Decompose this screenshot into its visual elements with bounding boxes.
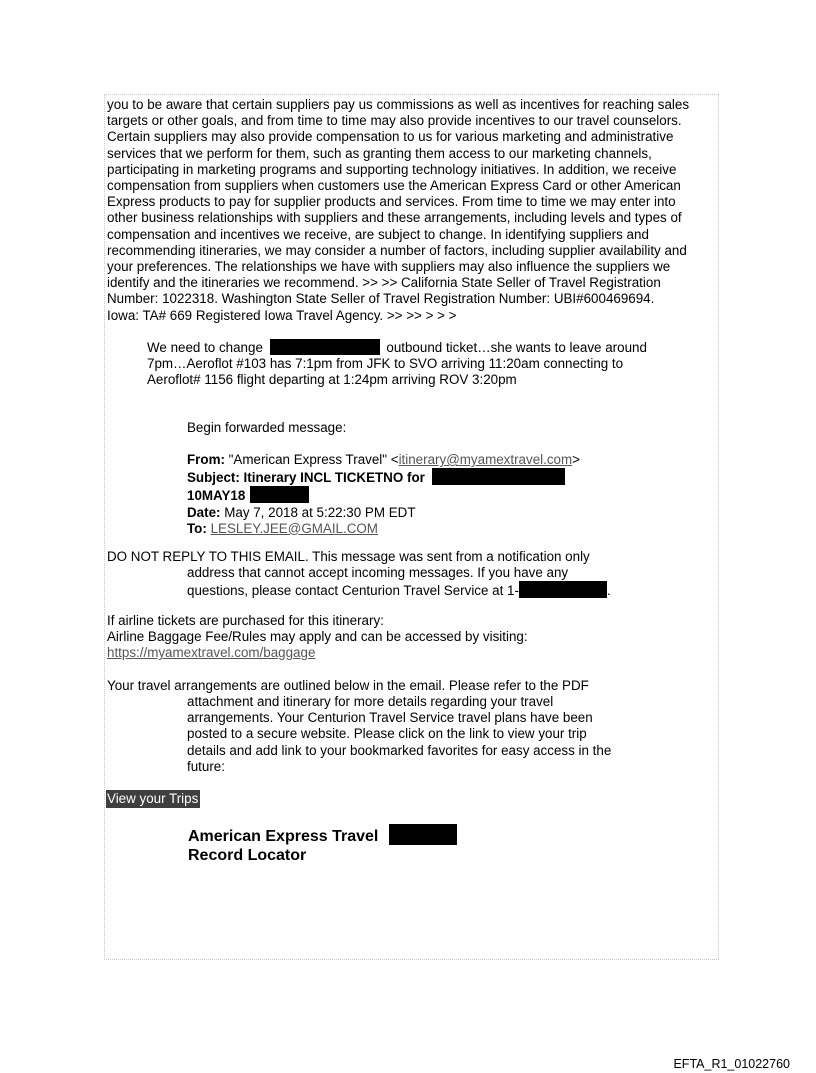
change-request-line (147, 339, 647, 356)
disclosure-line: your preferences. The relationships we have with suppliers may also influence the suppliers we (107, 259, 671, 275)
change-request (147, 339, 647, 389)
record-locator (188, 824, 457, 865)
forward-intro: Begin forwarded message: (187, 420, 347, 435)
notice-line-3-before: questions, please contact Centurion Travel Service at 1- (187, 583, 519, 599)
from-label: From: (187, 452, 225, 467)
disclosure-line: Express products to pay for supplier products and services. From time to time we may enter into (107, 194, 676, 210)
to-line (187, 521, 580, 537)
disclosure-line: recommending itineraries, we may consider a number of factors, including supplier availability and (107, 242, 687, 258)
change-request-after: outbound ticket…she wants to leave around (386, 340, 647, 355)
disclosure-line: you to be aware that certain suppliers pay us commissions as well as incentives for reaching sales (107, 97, 690, 112)
notice-line-3 (187, 581, 611, 599)
disclosure-line: targets or other goals, and from time to time may also provide incentives to our travel counselors. (107, 113, 682, 129)
disclosure-line: compensation and incentives we receive, are subject to change. In identifying suppliers and (107, 226, 649, 242)
date-line (187, 505, 580, 521)
subject-label: Subject: Itinerary INCL TICKETNO for (187, 470, 425, 486)
disclosure-line: identify and the itineraries we recommend. >> >> California State Seller of Travel Registration (107, 275, 661, 291)
change-request-before: We need to change (147, 340, 263, 355)
disclosure-line: Iowa: TA# 669 Registered Iowa Travel Agency. >> >> > > > (107, 307, 457, 323)
document-id: EFTA_R1_01022760 (673, 1057, 790, 1071)
redaction-box (432, 468, 565, 485)
arrangements-line: attachment and itinerary for more details regarding your travel (187, 694, 554, 709)
disclosure-line: other business relationships with suppliers and these arrangements, including levels and types of (107, 210, 682, 226)
notice-line-3-after: . (606, 583, 611, 599)
baggage-line: Airline Baggage Fee/Rules may apply and can be accessed by visiting: (107, 629, 528, 645)
from-name: "American Express Travel" < (228, 452, 399, 467)
arrangements-line: details and add link to your bookmarked favorites for easy access in the (187, 742, 612, 758)
disclosure-line: participating in marketing programs and supporting technology initiatives. In addition, we receive (107, 161, 677, 177)
from-line (187, 452, 580, 468)
arrangements-line: posted to a secure website. Please click on the link to view your trip (187, 726, 587, 742)
disclosure-line: Certain suppliers may also provide compensation to us for various marketing and administrative (107, 129, 674, 145)
record-line-1 (188, 824, 457, 846)
arrangements-line: arrangements. Your Centurion Travel Service travel plans have been (187, 710, 593, 726)
disclosure-line: compensation from suppliers when customers use the American Express Card or other American (107, 178, 681, 194)
redaction-box (389, 824, 457, 845)
to-email-link[interactable]: LESLEY.JEE@GMAIL.COM (210, 520, 378, 536)
arrangements-continuation (187, 694, 611, 775)
from-email-link[interactable]: itinerary@myamextravel.com (398, 452, 573, 467)
view-trips-button[interactable]: View your Trips (107, 791, 199, 806)
record-line-2: Record Locator (188, 847, 307, 864)
disclosure-paragraph (107, 97, 689, 324)
subject-line (187, 468, 580, 486)
change-request-line: 7pm…Aeroflot #103 has 7:1pm from JFK to SVO arriving 11:20am connecting to (147, 356, 624, 372)
notice-line-1: DO NOT REPLY TO THIS EMAIL. This message was sent from a notification only (107, 549, 590, 564)
baggage-section (107, 613, 528, 662)
disclosure-line: services that we perform for them, such as granting them access to our marketing channels, (107, 145, 652, 161)
redaction-box (270, 339, 380, 355)
subject-date: 10MAY18 (187, 488, 246, 504)
forward-header (187, 452, 580, 537)
notice-continuation (187, 565, 611, 599)
arrangements-line: future: (187, 758, 225, 774)
baggage-link[interactable]: https://myamextravel.com/baggage (107, 645, 316, 661)
change-request-line: Aeroflot# 1156 flight departing at 1:24pm arriving ROV 3:20pm (147, 372, 517, 388)
redaction-box (519, 581, 607, 598)
date-label: Date: (187, 504, 221, 520)
notice-line-2: address that cannot accept incoming messages. If you have any (187, 565, 569, 580)
redaction-box (250, 486, 309, 503)
date-value: May 7, 2018 at 5:22:30 PM EDT (224, 504, 416, 520)
record-title: American Express Travel (188, 828, 379, 845)
to-label: To: (187, 520, 207, 536)
subject-date-line (187, 486, 580, 504)
disclosure-line: Number: 1022318. Washington State Seller of Travel Registration Number: UBI#600469694. (107, 291, 655, 307)
arrangements-line-1: Your travel arrangements are outlined below in the email. Please refer to the PDF (107, 678, 589, 693)
from-close: > (572, 452, 580, 467)
baggage-line: If airline tickets are purchased for this itinerary: (107, 613, 384, 628)
